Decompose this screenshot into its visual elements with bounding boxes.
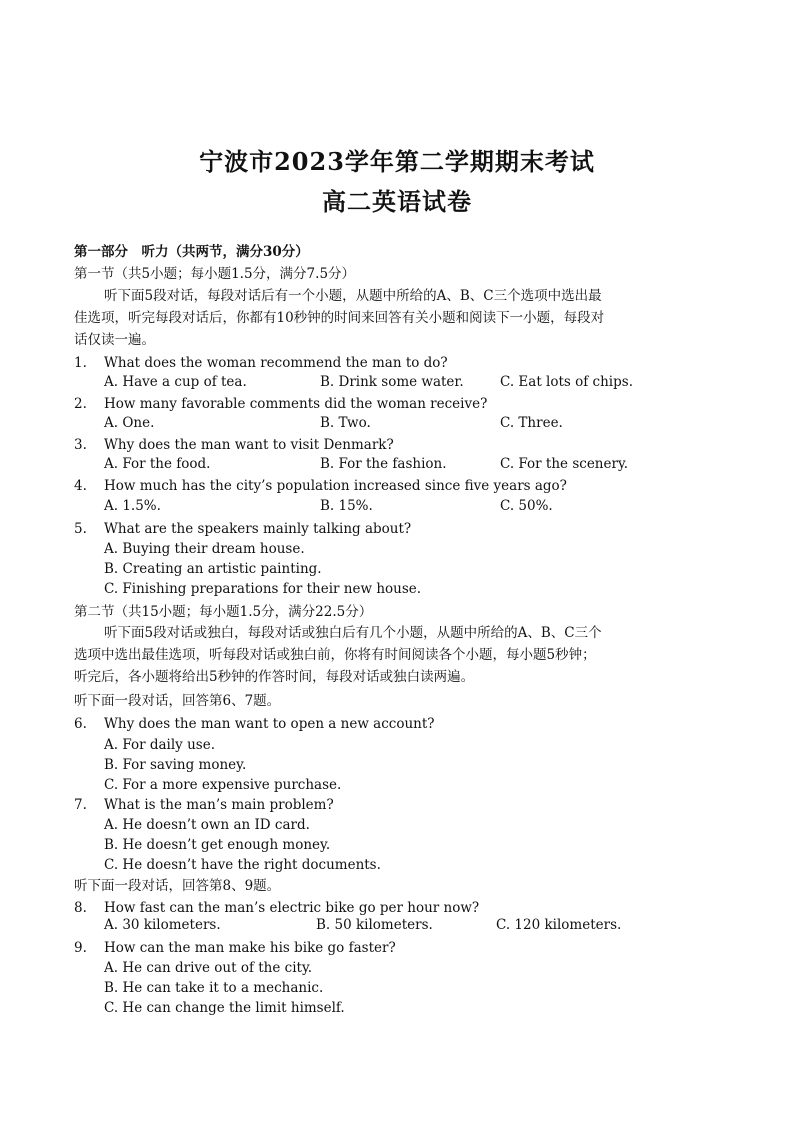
option-c: C. For the scenery. [500,456,629,472]
option-a: A. 1.5%. [104,498,161,514]
option-b: B. 50 kilometers. [316,917,433,933]
section2-instruction-line: 听下面5段对话或独白，每段对话或独白后有几个小题，从题中所给的A、B、C三个 [104,625,602,641]
section1-instruction-line: 听下面5段对话，每段对话后有一个小题，从题中所给的A、B、C三个选项中选出最 [104,288,602,304]
option-b: B. For the fashion. [320,456,447,472]
option-c: C. He can change the limit himself. [104,1000,345,1016]
question-3-options [104,456,704,478]
question-number: 8. [74,900,87,916]
option-b: B. Two. [320,415,371,431]
question-number: 2. [74,396,87,412]
question-stem: Why does the man want to open a new account? [104,716,435,732]
option-c: C. Eat lots of chips. [500,374,633,390]
section2-instruction-line: 听完后，各小题将给出5秒钟的作答时间，每段对话或独白读两遍。 [74,669,475,685]
option-c: C. Three. [500,415,563,431]
option-c: C. He doesn’t have the right documents. [104,857,381,873]
question-number: 7. [74,797,87,813]
question-number: 3. [74,437,87,453]
section1-instruction-line: 佳选项，听完每段对话后，你都有10秒钟的时间来回答有关小题和阅读下一小题，每段对 [74,310,605,326]
question-1-options [104,374,704,396]
question-stem: What are the speakers mainly talking about? [104,521,412,537]
section1-instruction-line: 话仅读一遍。 [74,332,155,348]
option-c: C. For a more expensive purchase. [104,777,342,793]
section2-instruction-line: 选项中选出最佳选项，听每段对话或独白前，你将有时间阅读各个小题，每小题5秒钟； [74,647,596,663]
question-2-options [104,415,704,437]
option-a: A. Have a cup of tea. [104,374,247,390]
option-a: A. Buying their dream house. [104,541,305,557]
option-b: B. For saving money. [104,757,247,773]
option-a: A. He doesn’t own an ID card. [104,817,310,833]
option-b: B. Creating an artistic painting. [104,561,322,577]
question-stem: What is the man’s main problem? [104,797,334,813]
question-stem: How much has the city’s population increased since five years ago? [104,478,567,494]
question-number: 1. [74,355,87,371]
section2-heading: 第二节（共15小题；每小题1.5分，满分22.5分） [74,604,373,620]
option-a: A. He can drive out of the city. [104,960,313,976]
dialog-instruction: 听下面一段对话，回答第6、7题。 [74,693,281,709]
part1-heading: 第一部分 听力（共两节，满分30分） [74,244,309,260]
option-c: C. 120 kilometers. [496,917,622,933]
dialog-instruction: 听下面一段对话，回答第8、9题。 [74,878,281,894]
exam-title: 宁波市2023学年第二学期期末考试 [199,147,595,176]
question-stem: What does the woman recommend the man to do? [104,355,448,371]
question-number: 9. [74,940,87,956]
option-b: B. 15%. [320,498,373,514]
question-8-options [104,917,704,939]
option-a: A. 30 kilometers. [104,917,221,933]
option-b: B. He can take it to a mechanic. [104,980,324,996]
question-stem: How many favorable comments did the woman receive? [104,396,488,412]
option-a: A. For the food. [104,456,211,472]
question-stem: How fast can the man’s electric bike go per hour now? [104,900,480,916]
option-a: A. For daily use. [104,737,215,753]
option-b: B. Drink some water. [320,374,464,390]
question-number: 4. [74,478,87,494]
option-c: C. 50%. [500,498,553,514]
question-number: 6. [74,716,87,732]
option-b: B. He doesn’t get enough money. [104,837,331,853]
question-stem: Why does the man want to visit Denmark? [104,437,394,453]
option-a: A. One. [104,415,155,431]
question-stem: How can the man make his bike go faster? [104,940,396,956]
question-4-options [104,498,704,520]
option-c: C. Finishing preparations for their new house. [104,581,422,597]
section1-heading: 第一节（共5小题；每小题1.5分，满分7.5分） [74,266,356,282]
exam-subtitle: 高二英语试卷 [322,187,472,216]
question-number: 5. [74,521,87,537]
